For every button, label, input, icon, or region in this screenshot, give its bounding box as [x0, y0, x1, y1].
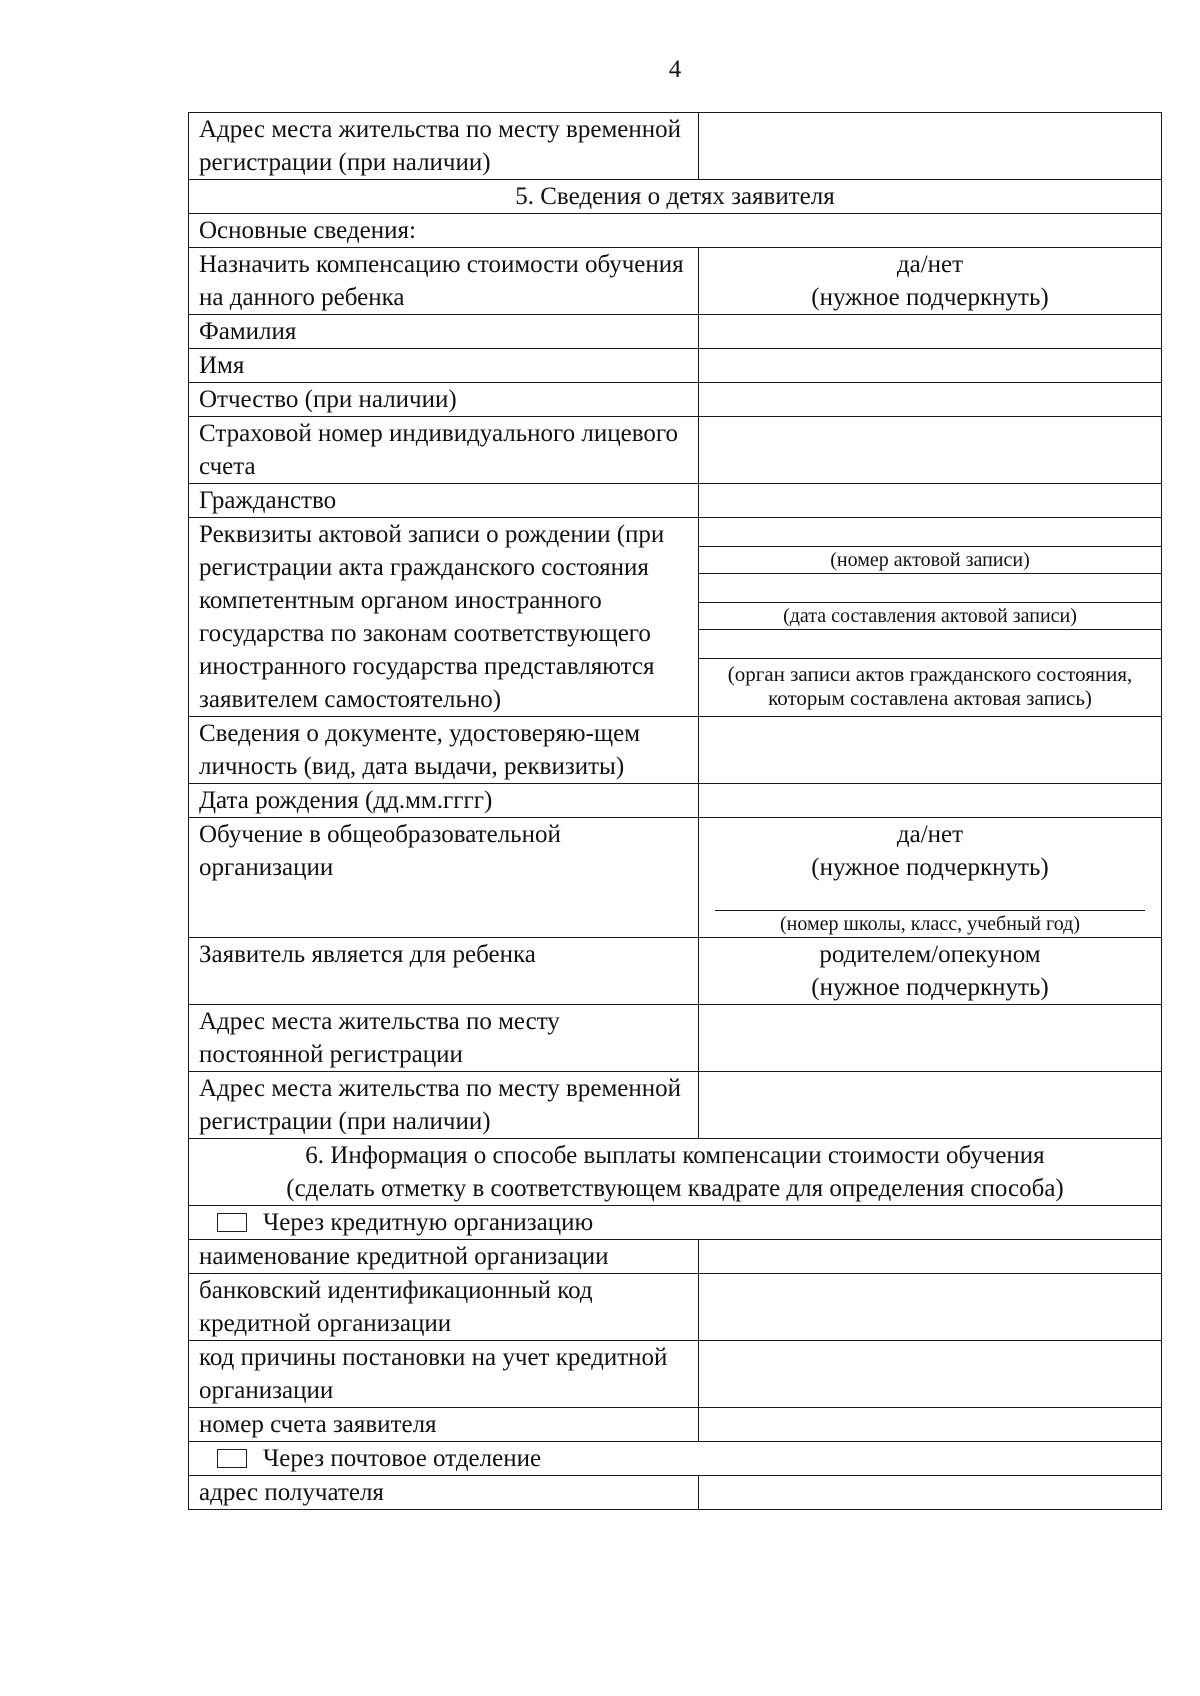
section-6-header [189, 1139, 1162, 1206]
bik-label: банковский идентификационный код кредитной организации [189, 1274, 699, 1341]
via-bank-label: Через кредитную организацию [263, 1209, 594, 1236]
school-details-field[interactable] [715, 884, 1145, 911]
table-row [189, 1408, 1162, 1442]
birth-date-label: Дата рождения (дд.мм.гггг) [189, 784, 699, 818]
application-form-table [188, 112, 1162, 1510]
table-row [189, 717, 1162, 784]
account-label: номер счета заявителя [189, 1408, 699, 1442]
applicant-relation-field[interactable] [699, 938, 1162, 1005]
kpp-field[interactable] [699, 1341, 1162, 1408]
underline-hint: (нужное подчеркнуть) [811, 284, 1049, 311]
table-row [189, 248, 1162, 315]
via-bank-checkbox[interactable] [217, 1213, 247, 1232]
via-bank-option [189, 1206, 1162, 1240]
citizenship-label: Гражданство [189, 484, 699, 518]
school-details-caption: (номер школы, класс, учебный год) [779, 913, 1081, 935]
name-label: Имя [189, 349, 699, 383]
assign-compensation-field[interactable] [699, 248, 1162, 315]
table-row [189, 214, 1162, 248]
applicant-relation-label: Заявитель является для ребенка [189, 938, 699, 1005]
table-row [189, 1139, 1162, 1206]
table-row [189, 784, 1162, 818]
birth-record-label: Реквизиты актовой записи о рождении (при регистрации акта гражданского состояния компетентным органом иностранного государства по законам соответствующего иностранного государства представляются заявителем самостоятельно) [189, 518, 699, 717]
table-row [189, 113, 1162, 180]
snils-field[interactable] [699, 417, 1162, 484]
section-6-note: (сделать отметку в соответствующем квадрате для определения способа) [286, 1175, 1064, 1202]
assign-compensation-label: Назначить компенсацию стоимости обучения на данного ребенка [189, 248, 699, 315]
table-row [189, 417, 1162, 484]
underline-hint: (нужное подчеркнуть) [811, 974, 1049, 1001]
via-post-option [189, 1442, 1162, 1476]
table-row [189, 315, 1162, 349]
record-date-caption: (дата составления актовой записи) [699, 603, 1161, 630]
table-row [189, 1341, 1162, 1408]
account-field[interactable] [699, 1408, 1162, 1442]
temp-address-top-field[interactable] [699, 113, 1162, 180]
parent-guardian-option[interactable]: родителем/опекуном [819, 941, 1041, 968]
table-row [189, 1240, 1162, 1274]
surname-field[interactable] [699, 315, 1162, 349]
table-row [189, 484, 1162, 518]
record-number-field[interactable] [699, 518, 1161, 547]
kpp-label: код причины постановки на учет кредитной организации [189, 1341, 699, 1408]
identity-doc-field[interactable] [699, 717, 1162, 784]
via-post-label: Через почтовое отделение [263, 1445, 542, 1472]
via-post-checkbox[interactable] [217, 1449, 247, 1468]
table-row [189, 1005, 1162, 1072]
basic-info-heading: Основные сведения: [189, 214, 1162, 248]
page-number: 4 [668, 56, 682, 83]
bank-name-field[interactable] [699, 1240, 1162, 1274]
table-row [189, 180, 1162, 214]
bank-name-label: наименование кредитной организации [189, 1240, 699, 1274]
snils-label: Страховой номер индивидуального лицевого счета [189, 417, 699, 484]
bik-field[interactable] [699, 1274, 1162, 1341]
registry-office-caption: (орган записи актов гражданского состояния, которым составлена актовая запись) [727, 662, 1133, 710]
table-row [189, 1072, 1162, 1139]
identity-doc-label: Сведения о документе, удостоверяю-щем личность (вид, дата выдачи, реквизиты) [189, 717, 699, 784]
perm-address-field[interactable] [699, 1005, 1162, 1072]
temp-address-field[interactable] [699, 1072, 1162, 1139]
temp-address-label: Адрес места жительства по месту временной регистрации (при наличии) [189, 1072, 699, 1139]
patronymic-field[interactable] [699, 383, 1162, 417]
recipient-address-field[interactable] [699, 1476, 1162, 1510]
underline-hint: (нужное подчеркнуть) [811, 854, 1049, 881]
name-field[interactable] [699, 349, 1162, 383]
table-row [189, 818, 1162, 938]
birth-date-field[interactable] [699, 784, 1162, 818]
section-6-title: 6. Информация о способе выплаты компенсации стоимости обучения [305, 1142, 1045, 1169]
birth-record-fields [699, 518, 1162, 717]
table-row [189, 349, 1162, 383]
schooling-field[interactable] [699, 818, 1162, 938]
table-row [189, 938, 1162, 1005]
table-row [189, 383, 1162, 417]
table-row [189, 1206, 1162, 1240]
table-row [189, 1476, 1162, 1510]
table-row [189, 1442, 1162, 1476]
perm-address-label: Адрес места жительства по месту постоянной регистрации [189, 1005, 699, 1072]
citizenship-field[interactable] [699, 484, 1162, 518]
surname-label: Фамилия [189, 315, 699, 349]
temp-address-top-label: Адрес места жительства по месту временной регистрации (при наличии) [189, 113, 699, 180]
table-row [189, 518, 1162, 717]
section-5-title: 5. Сведения о детях заявителя [189, 180, 1162, 214]
record-number-caption: (номер актовой записи) [699, 547, 1161, 574]
yes-no-option[interactable]: да/нет [896, 251, 964, 278]
recipient-address-label: адрес получателя [189, 1476, 699, 1510]
patronymic-label: Отчество (при наличии) [189, 383, 699, 417]
record-date-field[interactable] [699, 574, 1161, 603]
schooling-label: Обучение в общеобразовательной организации [189, 818, 699, 938]
yes-no-option[interactable]: да/нет [896, 821, 964, 848]
registry-office-field[interactable] [699, 630, 1161, 659]
table-row [189, 1274, 1162, 1341]
